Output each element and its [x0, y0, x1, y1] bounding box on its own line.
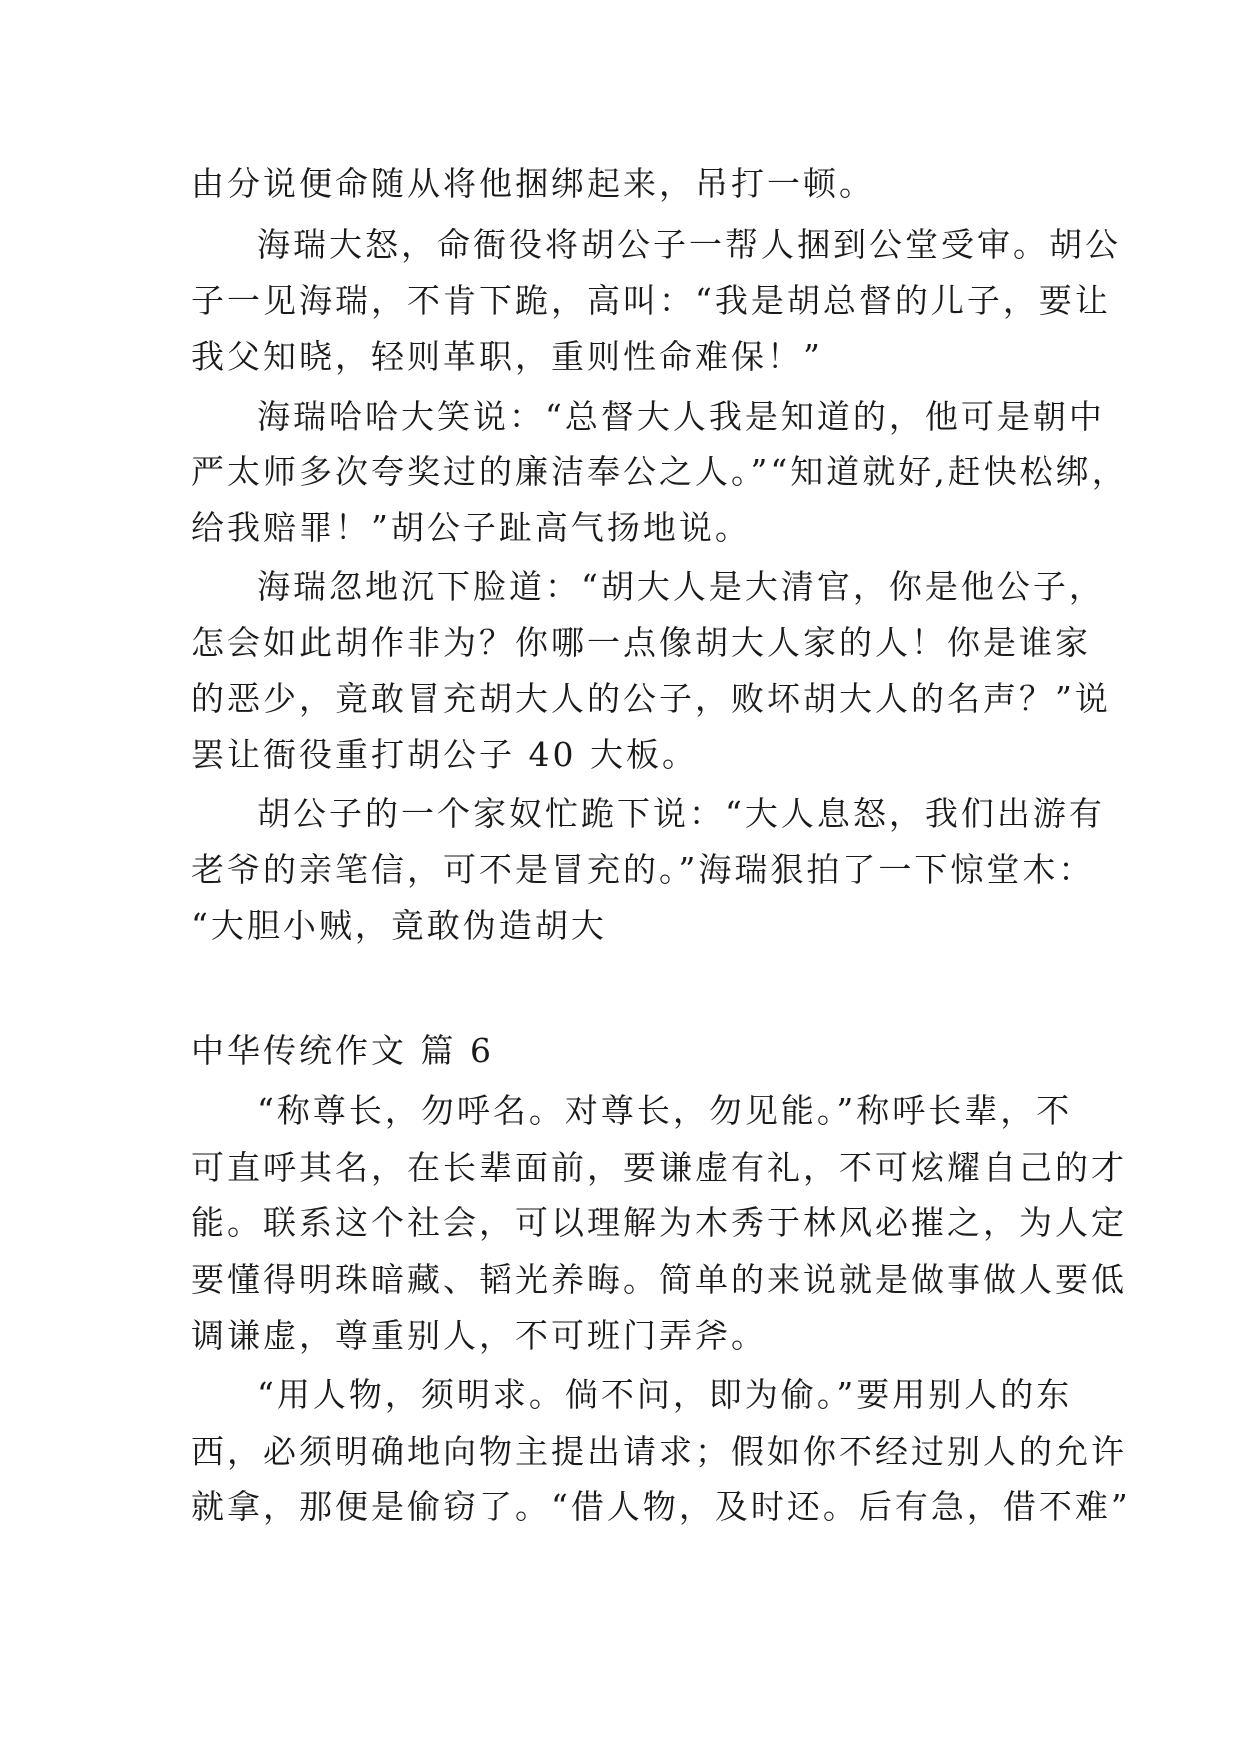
paragraph-line: 我父知晓，轻则革职，重则性命难保！”: [191, 337, 823, 376]
paragraph-line: 给我赔罪！”胡公子趾高气扬地说。: [191, 508, 751, 547]
paragraph-line: “大胆小贼，竟敢伪造胡大: [191, 906, 607, 945]
paragraph-line: 罢让衙役重打胡公子 40 大板。: [191, 735, 698, 774]
paragraph-line: 子一见海瑞，不肯下跪，高叫：“我是胡总督的儿子，要让: [191, 281, 1111, 320]
paragraph-line: 严太师多次夸奖过的廉洁奉公之人。”“知道就好,赶快松绑，: [191, 452, 1128, 491]
paragraph-line: 海瑞大怒，命衙役将胡公子一帮人捆到公堂受审。胡公: [257, 225, 1121, 264]
paragraph-line: 要懂得明珠暗藏、韬光养晦。简单的来说就是做事做人要低: [191, 1260, 1127, 1299]
paragraph-line: 胡公子的一个家奴忙跪下说：“大人息怒，我们出游有: [257, 794, 1105, 833]
paragraph-line: 怎会如此胡作非为？你哪一点像胡大人家的人！你是谁家: [191, 623, 1091, 662]
paragraph-line: “用人物，须明求。倘不问，即为偷。”要用别人的东: [257, 1375, 1073, 1414]
paragraph-line: 由分说便命随从将他捆绑起来，吊打一顿。: [191, 164, 875, 203]
paragraph-line: 的恶少，竟敢冒充胡大人的公子，败坏胡大人的名声？”说: [191, 679, 1111, 718]
paragraph-line: 调谦虚，尊重别人，不可班门弄斧。: [191, 1316, 767, 1355]
paragraph-line: 海瑞哈哈大笑说：“总督大人我是知道的，他可是朝中: [257, 397, 1105, 436]
paragraph-line: 西，必须明确地向物主提出请求；假如你不经过别人的允许: [191, 1432, 1127, 1471]
paragraph-line: 能。联系这个社会，可以理解为木秀于林风必摧之，为人定: [191, 1203, 1127, 1242]
paragraph-line: 海瑞忽地沉下脸道：“胡大人是大清官，你是他公子，: [257, 567, 1105, 606]
section-heading: 中华传统作文 篇 6: [191, 1031, 494, 1070]
paragraph-line: “称尊长，勿呼名。对尊长，勿见能。”称呼长辈，不: [257, 1091, 1073, 1130]
paragraph-line: 可直呼其名，在长辈面前，要谦虚有礼，不可炫耀自己的才: [191, 1148, 1127, 1187]
paragraph-line: 老爷的亲笔信，可不是冒充的。”海瑞狠拍了一下惊堂木：: [191, 850, 1095, 889]
paragraph-line: 就拿，那便是偷窃了。“借人物，及时还。后有急，借不难”: [191, 1487, 1131, 1526]
